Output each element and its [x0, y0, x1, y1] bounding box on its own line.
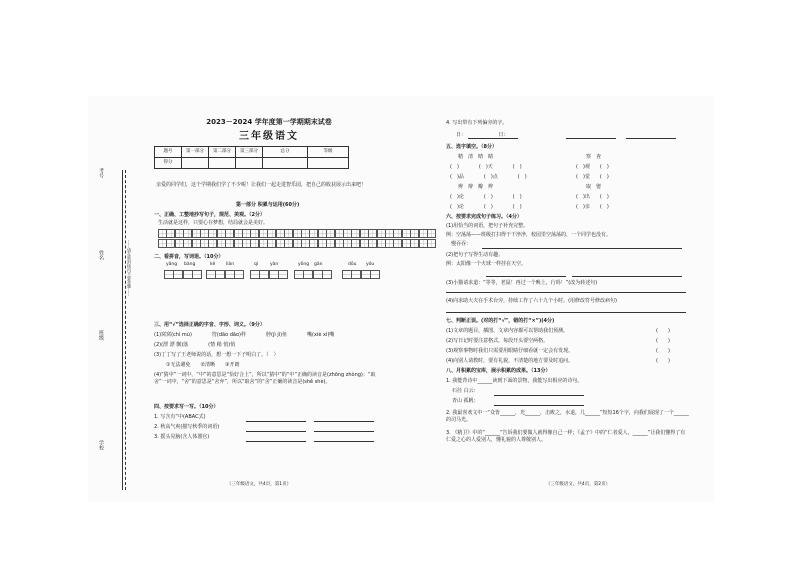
judgement-blank[interactable]: ( ) [656, 328, 670, 334]
question-6-1-example: 例：空荡荡——班级打扫得干干净净，校园里空荡荡的，一个同学也没有。 [446, 232, 612, 238]
pinyin-label: dōu [348, 262, 357, 267]
answer-line[interactable] [566, 138, 616, 139]
question-4-2: 2. 秋高气爽(描写秋季的词语) [154, 424, 220, 430]
q5-blanks[interactable]: ( )论 ( ) ( ) [450, 194, 522, 200]
question-3: 三、用“√”选择正确的字音、字形、词义。（9分） [154, 322, 265, 328]
exam-page-2 [446, 110, 710, 505]
pinyin-label: kě [210, 262, 216, 267]
question-8-2: 2. 我最喜欢文中一“众皆______，光______，击败之，水退，儿______”短短16个字，向我们展现了一个______的司马光。 [446, 410, 689, 423]
answer-line[interactable] [494, 405, 584, 406]
exam-page-1 [86, 110, 392, 505]
pinyin-label: bàng [184, 262, 196, 267]
question-3-3-options: ①无法避免 ②清晰 ③开朗 [166, 362, 240, 368]
question-3-4: (4)“猜中”一词中，“中”的意思是“恰好合上”，所以“猜中”的“中”正确的读音是(zhōng zhòng)；“取舍”一词中，“舍”的意思是“舍弃”，所以“取舍”的“舍”正确的读音是(shě shè)。 [154, 372, 376, 385]
question-8-1-b: 青山 孤帆： [452, 398, 479, 404]
answer-line[interactable] [446, 312, 686, 313]
pinyin-label: gǎn [314, 262, 323, 267]
score-cell[interactable] [182, 158, 209, 169]
q5-blanks[interactable]: ( ) ( )天 ( ) [450, 164, 522, 170]
question-6-3: (3)小猫请求道：“等等，老鼠！再过一个晚上，行吗！”(改为转述句) [446, 280, 598, 286]
answer-line[interactable] [446, 292, 686, 293]
question-7-item: (1)文章的题目，插图、文章内容都可以帮助我们预测。 [446, 328, 569, 334]
exam-subject: 三年级语文 [239, 131, 299, 142]
question-4-4-blank: 日： 日： [456, 132, 509, 138]
binding-label-exam-no: 考号 [98, 168, 104, 178]
writing-grid-row-2[interactable] [158, 239, 435, 248]
answer-line[interactable] [494, 395, 584, 396]
answer-line[interactable] [314, 441, 374, 442]
answer-line[interactable] [482, 248, 682, 249]
question-4-1: 1. 写含有“中(ABAC式) [154, 414, 206, 420]
binding-label-name: 姓名 [98, 250, 104, 260]
score-table [154, 146, 349, 169]
answer-line[interactable] [572, 276, 682, 277]
answer-box[interactable] [164, 270, 202, 279]
answer-line[interactable] [314, 431, 374, 432]
score-header: 等级 [308, 147, 349, 158]
score-header: 第三部分 [236, 147, 263, 158]
question-2: 二、看拼音，写词语。（10分） [154, 254, 224, 260]
answer-line[interactable] [486, 276, 566, 277]
q5-blanks[interactable]: ( )品 ( )点 ( ) [450, 174, 527, 180]
judgement-blank[interactable]: ( ) [656, 338, 670, 344]
question-4-4: 4. 写出带有下列偏旁的字。 [446, 120, 508, 126]
q5-blanks[interactable]: ( )出 ( ) [576, 194, 609, 200]
answer-box[interactable] [250, 270, 288, 279]
q5-blanks[interactable]: ( )亲 ( ) [576, 204, 609, 210]
q5-group-2-chars: 察 查 [586, 154, 602, 160]
answer-line[interactable] [468, 138, 518, 139]
pinyin-label: yàn [270, 262, 279, 267]
answer-line[interactable] [246, 441, 306, 442]
q5-blanks[interactable]: ( )观 ( ) [576, 164, 609, 170]
question-1-sentence: 生活就是这样，只要心存梦想，结局就会是美好。 [158, 220, 269, 226]
answer-line[interactable] [246, 431, 306, 432]
question-7-item: (3)观察事物时我们只需要用眼睛仔细看就一定会有发现。 [446, 348, 574, 354]
answer-box[interactable] [206, 270, 244, 279]
question-8: 八、月积累的宝库，展示积累的成果。（13分） [446, 368, 551, 374]
writing-grid-row-1[interactable] [158, 229, 435, 238]
score-cell[interactable] [236, 158, 263, 169]
seal-notice: ……请在密封线内不要答题…… [127, 240, 132, 296]
score-cell[interactable] [308, 158, 349, 169]
pinyin-label: yǎng [166, 262, 178, 267]
question-8-1: 1. 我能背诗中______读到下面的景物，我能写出相应的诗句。 [446, 378, 583, 384]
part1-heading: 第一部分 积累与运用(60分) [236, 202, 300, 208]
question-8-1-a: 石径 白云： [452, 388, 479, 394]
pinyin-label: yóu [366, 262, 375, 267]
score-header: 第一部分 [182, 147, 209, 158]
page-footer-2: （三年级语文，共4页，第2页） [545, 482, 611, 487]
answer-box[interactable] [294, 270, 332, 279]
question-5: 五、选字填空。（8分） [446, 144, 497, 150]
question-3-3: (3)丁丁写了王老师说的话，想一想一下子明白了。（ ） [154, 352, 279, 358]
pinyin-label: yǒng [298, 262, 310, 267]
judgement-blank[interactable]: ( ) [656, 358, 670, 364]
question-3-2: (2)(漂 漂 飘)落 (情 稍 悄)悄 [154, 342, 236, 348]
score-header: 题号 [155, 147, 182, 158]
exam-title: 2023－2024 学年度第一学期期末试卷 [206, 118, 332, 126]
score-header: 第二部分 [209, 147, 236, 158]
question-1: 一、正确、工整地抄写句子，规范、美观。（2分） [154, 212, 265, 218]
question-6-1: (1)用恰当的词语，把句子补充完整。 [446, 223, 529, 229]
question-7-item: (2)写日记时要注意格式，每段开头要空两格。 [446, 338, 549, 344]
score-header: 总分 [263, 147, 308, 158]
q5-group-3-chars: 辨 辩 瓣 辫 [458, 184, 494, 190]
binding-label-class: 班级 [98, 330, 104, 340]
question-6-4: (4)向求助大夫在手术台旁，持续工作了六十九个小时。(用修改符号修改病句) [446, 298, 617, 304]
answer-line[interactable] [246, 421, 306, 422]
question-6-1-write: 慢吞吞： [446, 241, 472, 247]
question-4-3: 3. 摇头晃脑(含人体器官) [154, 434, 210, 440]
q5-blanks[interactable]: ( )论 ( ) ( ) [450, 204, 522, 210]
q5-group-4-chars: 取 娶 [586, 184, 602, 190]
question-4: 四、按要求写一写。（10分） [154, 404, 219, 410]
page-footer-1: （三年级语文，共4页，第1页） [226, 482, 292, 487]
question-6-2-example: 例：太阳像一个火球一样挂在天空。 [446, 261, 527, 267]
q5-blanks[interactable]: ( )觉 ( ) [576, 174, 609, 180]
question-6-2: (2)把句子写得生动有趣。 [446, 252, 504, 258]
score-row-label: 得分 [155, 158, 182, 169]
intro-text: 亲爱的同学们，这个学期我们学了不少呢！让我们一起走进智乐园，把自己的收获展示出来吧！ [156, 182, 367, 188]
answer-line[interactable] [626, 138, 676, 139]
q5-group-1-chars: 精 清 晴 睛 [458, 154, 494, 160]
score-cell[interactable] [209, 158, 236, 169]
answer-line[interactable] [314, 421, 374, 422]
question-8-3: 3. 《精卫》中的“______”告诉我们要做人就得像自己一样；《孟子》中的“仁者爱人，______”让我们懂得了有仁爱之心的人爱别人，懂礼貌的人尊敬别人。 [446, 430, 686, 443]
answer-box[interactable] [342, 270, 380, 279]
judgement-blank[interactable]: ( ) [656, 348, 670, 354]
pinyin-label: qì [254, 262, 259, 267]
score-cell[interactable] [263, 158, 308, 169]
question-7-item: (4)向别人请教时，要有礼貌，不清楚的地方要及时追问。 [446, 358, 574, 364]
pinyin-label: liàn [226, 262, 235, 267]
binding-label-school: 学校 [98, 440, 104, 450]
question-7: 七、判断正误。(对的打“√”，错的打“×”)(4分) [446, 318, 555, 324]
question-6: 六、按要求完成句子练习。（4分） [446, 214, 522, 220]
question-3-1: (1)窝窝(chì mù) 符(dāo dāo)样 脖(jì jì)鱼 嘴(xiè xì)嘴 [154, 332, 335, 338]
